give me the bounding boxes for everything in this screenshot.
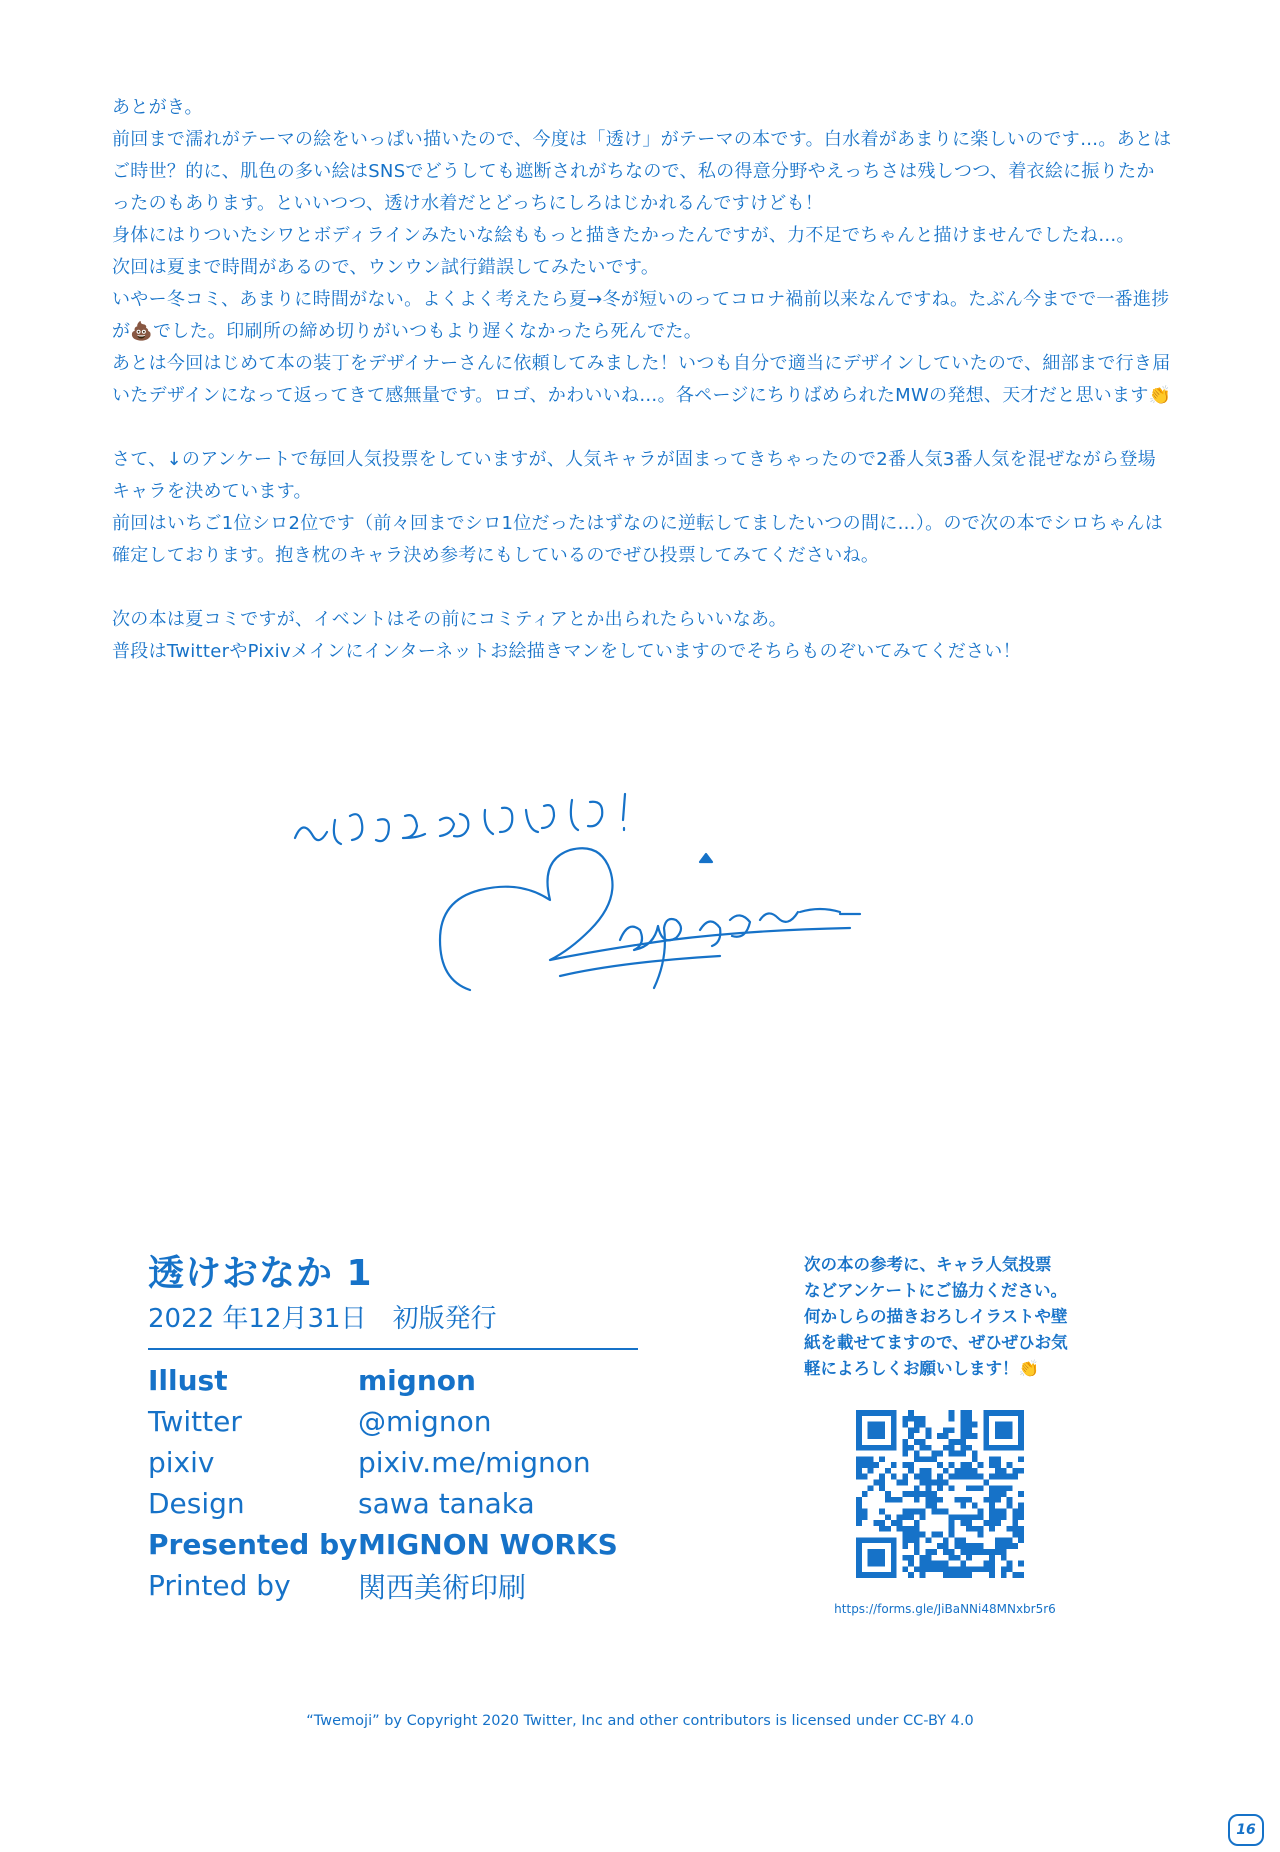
survey-url[interactable]: https://forms.gle/JiBaNNi48MNxbr5r6 [834,1602,1056,1616]
credit-label: Printed by [148,1569,291,1602]
credit-label: pixiv [148,1446,215,1479]
credit-row [148,1483,638,1524]
credit-value: @mignon [358,1405,492,1438]
afterword-paragraph-1: あとがき。 前回まで濡れがテーマの絵をいっぱい描いたので、今度は「透け」がテーマの本です。白水着があまりに楽しいのです…。あとはご時世？的に、肌色の多い絵はSNSでどうしても遮断されがちなので、私の得意分野やえっちさは残しつつ、着衣絵に振りたかったのもあります。といいつつ、透け水着だとどっちにしろはじかれるんですけども！ 身体にはりついたシワとボディラインみたいな絵ももっと描きたかったんですが、力不足でちゃんと描けませんでしたね…。 次回は夏まで時間があるので、ウンウン試行錯誤してみたいです。 いやー冬コミ、あまりに時間がない。よくよく考えたら夏→冬が短いのってコロナ禍前以来なんですね。たぶん今までで一番進捗が💩でした。印刷所の締め切りがいつもより遅くなかったら死んでた。 あとは今回はじめて本の装丁をデザイナーさんに依頼してみました！いつも自分で適当にデザインしていたので、細部まで行き届いたデザインになって返ってきて感無量です。ロゴ、かわいいね…。各ページにちりばめられたMWの発想、天才だと思います👏 [112,97,1172,406]
credit-row [148,1401,638,1442]
credit-label: Design [148,1487,245,1520]
credit-value: 関西美術印刷 [358,1570,527,1604]
credit-row [148,1524,638,1565]
afterword-paragraph-3: 次の本は夏コミですが、イベントはその前にコミティアとか出られたらいいなあ。 普段はTwitterやPixivメインにインターネットお絵描きマンをしていますのでそちらものぞいてみてください！ [112,609,1021,662]
credit-label: Presented by [148,1528,358,1561]
license-notice: “Twemoji” by Copyright 2020 Twitter, Inc and other contributors is licensed under CC-BY 4.0 [306,1713,974,1729]
credit-row [148,1442,638,1483]
credit-label: Illust [148,1364,228,1397]
credit-value: MIGNON WORKS [358,1528,618,1561]
book-title: 透けおなか 1 [148,1253,373,1294]
credit-row [148,1360,638,1401]
credit-label: Twitter [148,1405,242,1438]
afterword [112,92,1172,668]
credits-list [148,1360,638,1606]
credit-value: sawa tanaka [358,1487,535,1520]
credit-row [148,1565,638,1606]
page-number: 16 [1228,1814,1264,1846]
afterword-paragraph-2: さて、↓のアンケートで毎回人気投票をしていますが、人気キャラが固まってきちゃったので2番人気3番人気を混ぜながら登場キャラを決めています。 前回はいちご1位シロ2位です（前々回までシロ1位だったはずなのに逆転してましたいつの間に…）。ので次の本でシロちゃんは確定しております。抱き枕のキャラ決め参考にもしているのでぜひ投票してみてくださいね。 [112,449,1164,566]
handwritten-signature [280,780,1000,1010]
divider [148,1348,638,1350]
colophon [148,1252,638,1606]
credit-value: mignon [358,1364,476,1397]
publication-date: 2022 年12月31日 初版発行 [148,1304,497,1334]
survey-note: 次の本の参考に、キャラ人気投票 などアンケートにご協力ください。 何かしらの描きおろしイラストや壁 紙を載せてますので、ぜひぜひお気 軽によろしくお願いします！👏 [804,1255,1068,1378]
qr-code[interactable] [856,1410,1024,1578]
credit-value: pixiv.me/mignon [358,1446,591,1479]
